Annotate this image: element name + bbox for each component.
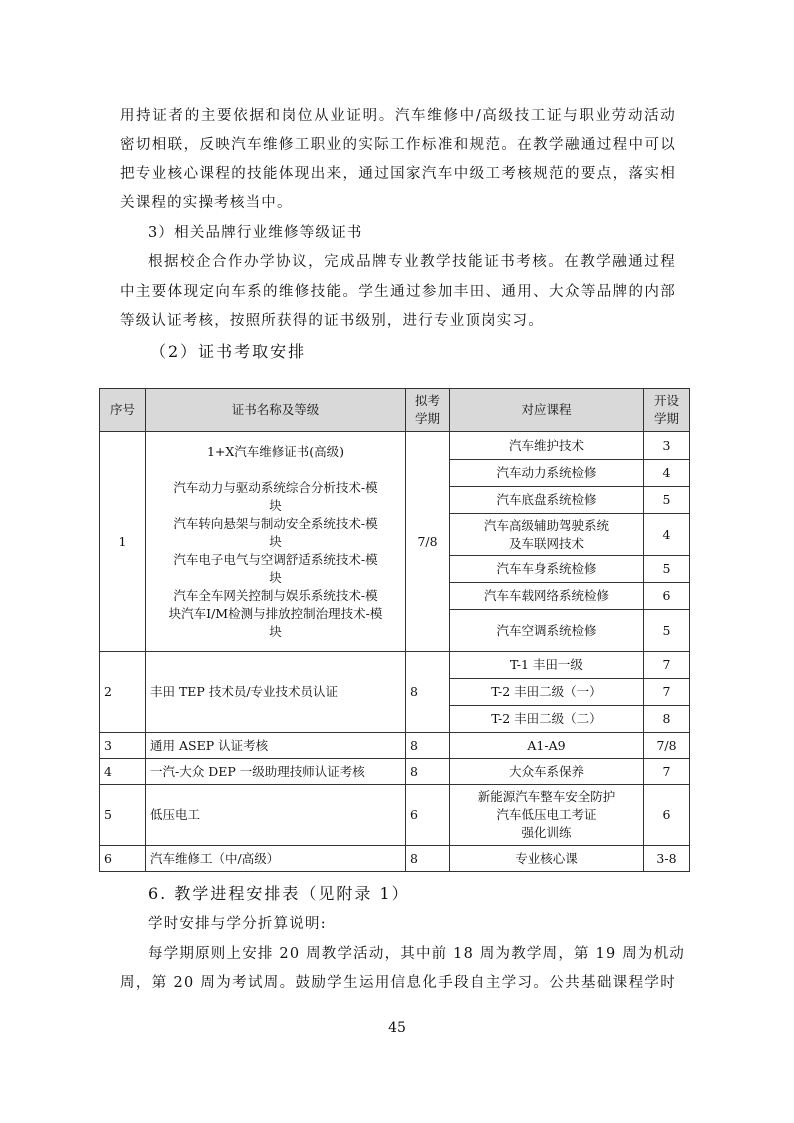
course-cell: T-2 丰田二级（二） [450, 706, 644, 733]
certificate-name: 汽车维修工（中/高级） [146, 846, 406, 872]
semester-cell: 3-8 [644, 846, 690, 872]
course-cell: 汽车动力系统检修 [450, 460, 644, 487]
section-3-line: 中主要体现定向车系的维修技能。学生通过参加丰田、通用、大众等品牌的内部 [120, 284, 676, 300]
certificate-name: 一汽-大众 DEP 一级助理技师认证考核 [146, 759, 406, 785]
section-6-line: 周，第 20 周为考试周。鼓励学生运用信息化手段自主学习。公共基础课程学时 [120, 975, 676, 991]
certificate-name: 丰田 TEP 技术员/专业技术员认证 [146, 652, 406, 733]
table-row [100, 432, 690, 460]
semester-cell: 7 [644, 759, 690, 785]
course-cell: 大众车系保养 [450, 759, 644, 785]
course-cell: T-1 丰田一级 [450, 652, 644, 679]
table-row [100, 733, 690, 759]
subheading: （2）证书考取安排 [150, 342, 307, 361]
row-term: 6 [406, 785, 450, 846]
page-number: 45 [388, 1020, 406, 1036]
row-no: 2 [100, 652, 146, 733]
row-term: 8 [406, 759, 450, 785]
semester-cell: 7 [644, 679, 690, 706]
intro-line: 把专业核心课程的技能体现出来，通过国家汽车中级工考核规范的要点，落实相 [120, 166, 676, 182]
semester-cell: 8 [644, 706, 690, 733]
row-term: 8 [406, 733, 450, 759]
semester-cell: 5 [644, 556, 690, 583]
row-no: 3 [100, 733, 146, 759]
section-3-line: 等级认证考核，按照所获得的证书级别，进行专业顶岗实习。 [120, 313, 544, 329]
row-term: 7/8 [406, 432, 450, 652]
intro-line: 关课程的实操考核当中。 [120, 195, 293, 211]
table-row [100, 785, 690, 846]
semester-cell: 7 [644, 652, 690, 679]
certificate-name: 低压电工 [146, 785, 406, 846]
course-cell: 汽车维护技术 [450, 432, 644, 460]
header-no: 序号 [100, 389, 146, 432]
course-cell: 新能源汽车整车安全防护 汽车低压电工考证 强化训练 [450, 785, 644, 846]
course-cell: 汽车底盘系统检修 [450, 487, 644, 514]
semester-cell: 4 [644, 514, 690, 556]
course-cell: 汽车空调系统检修 [450, 610, 644, 652]
section-6-line: 每学期原则上安排 20 周教学活动，其中前 18 周为教学周，第 19 周为机动 [148, 946, 686, 962]
table-row [100, 759, 690, 785]
semester-cell: 6 [644, 785, 690, 846]
header-open-term: 开设 学期 [644, 389, 690, 432]
row-no: 4 [100, 759, 146, 785]
intro-line: 密切相联，反映汽车维修工职业的实际工作标准和规范。在教学融通过程中可以 [120, 137, 676, 153]
header-term: 拟考 学期 [406, 389, 450, 432]
section-3-title: 3）相关品牌行业维修等级证书 [148, 225, 363, 241]
semester-cell: 7/8 [644, 733, 690, 759]
course-cell: A1-A9 [450, 733, 644, 759]
row-term: 8 [406, 652, 450, 733]
table-row [100, 846, 690, 872]
section-3-line: 根据校企合作办学协议，完成品牌专业教学技能证书考核。在教学融通过程 [148, 254, 676, 270]
row-no: 5 [100, 785, 146, 846]
row-no: 1 [100, 432, 146, 652]
course-cell: 专业核心课 [450, 846, 644, 872]
header-name: 证书名称及等级 [146, 389, 406, 432]
course-cell: 汽车高级辅助驾驶系统 及车联网技术 [450, 514, 644, 556]
row-term: 8 [406, 846, 450, 872]
course-cell: 汽车车载网络系统检修 [450, 583, 644, 610]
semester-cell: 3 [644, 432, 690, 460]
certificate-name: 通用 ASEP 认证考核 [146, 733, 406, 759]
row-no: 6 [100, 846, 146, 872]
certificate-table [99, 388, 690, 872]
semester-cell: 5 [644, 610, 690, 652]
section-6-subtitle: 学时安排与学分折算说明: [148, 916, 327, 932]
intro-line: 用持证者的主要依据和岗位从业证明。汽车维修中/高级技工证与职业劳动活动 [120, 108, 676, 124]
semester-cell: 5 [644, 487, 690, 514]
table-row [100, 652, 690, 679]
course-cell: 汽车车身系统检修 [450, 556, 644, 583]
table-header-row [100, 389, 690, 432]
header-course: 对应课程 [450, 389, 644, 432]
certificate-names: 1+X汽车维修证书(高级) 汽车动力与驱动系统综合分析技术-模 块 汽车转向悬架与制动安全系统技术-模 块 汽车电子电气与空调舒适系统技术-模 块 汽车全车网关控制与娱乐系统技术-模 块汽车I/M检测与排放控制治理技术-模 块 [146, 432, 406, 652]
semester-cell: 6 [644, 583, 690, 610]
section-6-title: 6. 教学进程安排表（见附录 1） [148, 884, 410, 903]
course-cell: T-2 丰田二级（一） [450, 679, 644, 706]
semester-cell: 4 [644, 460, 690, 487]
